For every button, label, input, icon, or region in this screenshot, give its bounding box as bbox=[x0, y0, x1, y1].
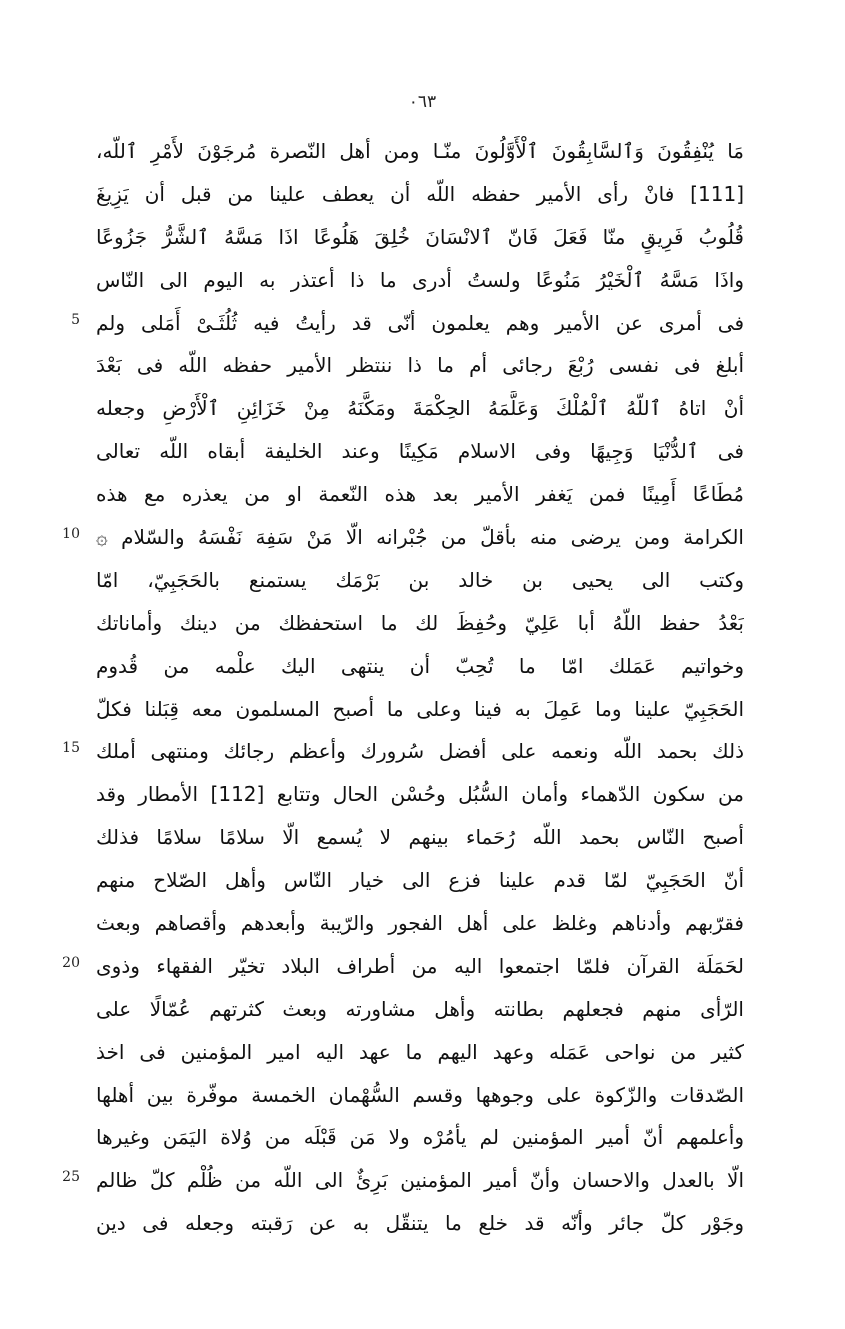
text-line bbox=[62, 730, 744, 773]
line-number: 15 bbox=[62, 740, 80, 757]
line-text: أصبح النّاس بحمد اللّه رُحَماء بينهم لا يُسمع الّا سلامًا سلامًا فذلك bbox=[96, 825, 744, 850]
line-number: 5 bbox=[71, 311, 80, 328]
line-text: ذلك بحمد اللّه ونعمه على أفضل سُرورك وأعظم رجائك ومنتهى أملك bbox=[96, 739, 744, 764]
text-line bbox=[96, 1116, 744, 1159]
text-line bbox=[96, 1202, 744, 1245]
text-line bbox=[96, 602, 744, 645]
line-text: الّا بالعدل والاحسان وأنّ أمير المؤمنين بَرِئٌ الى اللّه من ظُلْم كلّ ظالم bbox=[96, 1168, 744, 1193]
text-line bbox=[96, 902, 744, 945]
text-line bbox=[96, 259, 744, 302]
line-text: وجَوْر كلّ جائر وأنّه قد خلع ما يتنقّل به عن رَقبته وجعله فى دين bbox=[96, 1211, 744, 1236]
line-number: 10 bbox=[62, 526, 80, 543]
line-text: فقرّبهم وأدناهم وغلظ على أهل الفجور والرّيبة وأبعدهم وأقصاهم وبعث bbox=[96, 911, 744, 936]
line-text: قُلُوبُ فَرِيقٍ منّا فَعَلَ فَانّ ٱلانْسَانَ خُلِقَ هَلُوعًا اذَا مَسَّهُ ٱلشَّرُّ جَزُوعًا bbox=[96, 224, 744, 249]
text-line bbox=[96, 473, 744, 516]
line-text: أنّ الحَجَبِيّ لمّا قدم علينا فزع الى خيار النّاس وأهل الصّلاح منهم bbox=[96, 868, 744, 893]
line-text: مَا يُنْفِقُونَ وَٱلسَّابِقُونَ ٱلْأَوَّلُونَ منّـا ومن أهل النّصرة مُرجَوْنَ لأَمْرِ ٱللّه، bbox=[96, 139, 744, 163]
text-line bbox=[96, 1031, 744, 1074]
line-text: الرّأى منهم فجعلهم بطانته وأهل مشاورته وبعث كثرتهم عُمّالًا على bbox=[96, 996, 744, 1021]
text-block bbox=[62, 130, 744, 1245]
line-text: مُطَاعًا أَمِينًا فمن يَغفر الأمير بعد هذه النّعمة او من يعذره مع هذه bbox=[96, 482, 744, 507]
page-number: ٠٦٣ bbox=[408, 92, 437, 112]
text-line bbox=[96, 173, 744, 216]
text-line bbox=[96, 344, 744, 387]
line-text: الحَجَبِيّ علينا وما عَمِلَ به فينا وعلى ما أصبح المسلمون معه قِبَلنا فكلّ bbox=[96, 696, 744, 721]
text-line bbox=[96, 645, 744, 688]
text-line bbox=[96, 773, 744, 816]
text-line bbox=[96, 559, 744, 602]
line-text: بَعْدُ حفظ اللّهُ أبا عَلِيّ وحُفِظَ لك ما استحفظك من دينك وأماناتك bbox=[96, 610, 744, 635]
text-line bbox=[71, 302, 744, 345]
line-text: وكتب الى يحيى بن خالد بن بَرْمَك يستمنع بالحَجَبِيّ، امّا bbox=[96, 567, 744, 592]
line-text: وخواتيم عَمَلك امّا ما تُحِبّ أن ينتهى اليك علْمه من قُدوم bbox=[96, 653, 744, 678]
text-line bbox=[96, 816, 744, 859]
text-line bbox=[96, 216, 744, 259]
line-text: أبلغ فى نفسى رُبْعَ رجائى أم ما ذا ننتظر الأمير حفظه اللّه فى بَعْدَ bbox=[96, 353, 744, 378]
text-line bbox=[96, 688, 744, 731]
text-line bbox=[96, 130, 744, 173]
line-text: من سكون الدّهماء وأمان السُّبُل وحُسْن الحال وتتابع [112] الأمطار وقد bbox=[96, 782, 744, 807]
line-text: واذَا مَسَّهُ ٱلْخَيْرُ مَنُوعًا ولستُ أدرى ما ذا أعتذر به اليوم الى النّاس bbox=[96, 267, 744, 292]
line-text: لحَمَلَة القرآن فلمّا اجتمعوا اليه من أطراف البلاد تخيّر الفقهاء وذوى bbox=[96, 953, 744, 978]
line-text: الصّدقات والزّكوة على وجوهها وقسم السُّهْمان الخمسة موفّرة بين أهلها bbox=[96, 1082, 744, 1107]
line-text: فى أمرى عن الأمير وهم يعلمون أنّى قد رأيتُ فيه ثُلُثَـىْ أَمَلى ولم bbox=[96, 310, 744, 335]
line-text: كثير من نواحى عَمَله وعهد اليهم ما عهد اليه امير المؤمنين فى اخذ bbox=[96, 1039, 744, 1064]
line-text: وأعلمهم أنّ أمير المؤمنين لم يأمُرْه ولا مَن قَبْلَه من وُلاة اليَمَن وغيرها bbox=[96, 1125, 744, 1150]
text-line bbox=[96, 859, 744, 902]
line-text: [111] فانْ رأى الأمير حفظه اللّه أن يعطف علينا من قبل أن يَزِيغَ bbox=[96, 181, 744, 206]
line-number: 25 bbox=[62, 1169, 80, 1186]
text-line bbox=[62, 1159, 744, 1202]
text-line bbox=[96, 387, 744, 430]
text-line bbox=[96, 988, 744, 1031]
line-text: الكرامة ومن يرضى منه بأقلّ من جُبْرانه الّا مَنْ سَفِهَ نَفْسَهُ والسّلام ۞ bbox=[96, 525, 744, 550]
text-line bbox=[62, 945, 744, 988]
line-text: أنْ اتاهُ ٱللّهُ ٱلْمُلْكَ وَعَلَّمَهُ الحِكْمَةَ ومَكَّنَهُ مِنْ خَزَائِنِ ٱلْأَرْضِ وجعله bbox=[96, 396, 744, 421]
text-line bbox=[96, 430, 744, 473]
line-text: فى ٱلدُّنْيَا وَجِيهًا وفى الاسلام مَكِينًا وعند الخليفة أبقاه اللّه تعالى bbox=[96, 439, 744, 464]
text-line bbox=[96, 1074, 744, 1117]
line-number: 20 bbox=[62, 954, 80, 971]
text-line bbox=[62, 516, 744, 559]
